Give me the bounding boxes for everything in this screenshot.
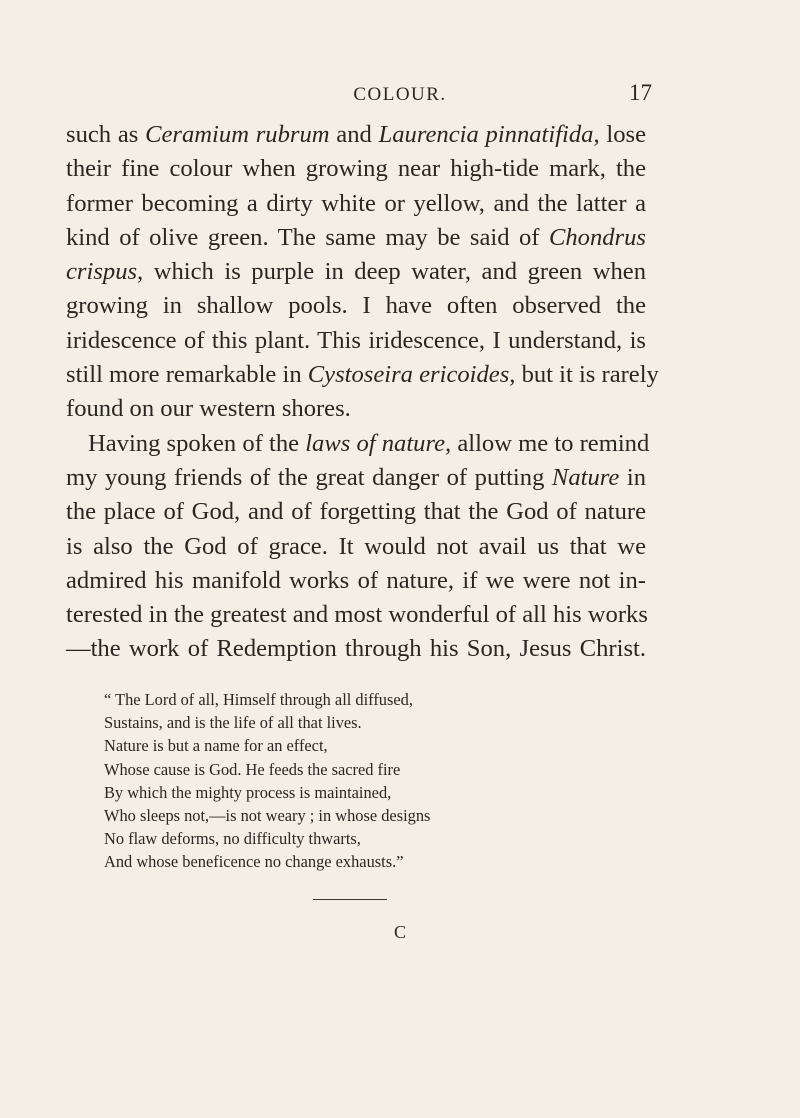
poem-line: Whose cause is God. He feeds the sacred fire xyxy=(104,759,401,779)
text-line: growing in shallow pools. I have often observed the xyxy=(66,292,646,320)
text-line: my young friends of the great danger of putting Nature in xyxy=(66,463,647,491)
poem-line: Sustains, and is the life of all that lives. xyxy=(104,713,362,733)
text-line: Having spoken of the laws of nature, allow me to remind xyxy=(88,429,650,457)
signature-mark: C xyxy=(393,922,406,942)
text-line: found on our western shores. xyxy=(66,395,351,423)
poem-line: “ The Lord of all, Himself through all diffused, xyxy=(104,690,413,709)
text-line: still more remarkable in Cystoseira ericoides, but it is rarely xyxy=(66,361,659,389)
divider-rule xyxy=(313,899,387,900)
poem-line: By which the mighty process is maintained, xyxy=(104,782,392,802)
poem-line: Nature is but a name for an effect, xyxy=(104,736,328,756)
text-line: such as Ceramium rubrum and Laurencia pinnatifida, lose xyxy=(66,121,647,148)
text-line: crispus, which is purple in deep water, and green when xyxy=(66,258,646,286)
text-line: terested in the greatest and most wonderful of all his works xyxy=(66,601,648,629)
text-line: —the work of Redemption through his Son, Jesus Christ. xyxy=(66,635,646,663)
text-line: admired his manifold works of nature, if we were not in- xyxy=(66,566,646,594)
body-text xyxy=(66,118,659,667)
text-line: is also the God of grace. It would not avail us that we xyxy=(66,532,646,560)
text-line: iridescence of this plant. This iridescence, I understand, is xyxy=(66,326,646,354)
poem-line: And whose beneficence no change exhausts.” xyxy=(104,852,404,872)
text-line: former becoming a dirty white or yellow, and the latter a xyxy=(66,189,646,217)
running-head: COLOUR. xyxy=(353,84,447,105)
page-number: 17 xyxy=(629,80,652,105)
text-line: the place of God, and of forgetting that the God of nature xyxy=(66,498,646,526)
poem-line: No flaw deforms, no difficulty thwarts, xyxy=(104,829,361,849)
text-line: kind of olive green. The same may be said of Chondrus xyxy=(66,223,646,251)
poem-line: Who sleeps not,—is not weary ; in whose designs xyxy=(104,806,431,826)
text-line: their fine colour when growing near high-tide mark, the xyxy=(66,155,646,183)
poem-quotation xyxy=(104,688,624,874)
